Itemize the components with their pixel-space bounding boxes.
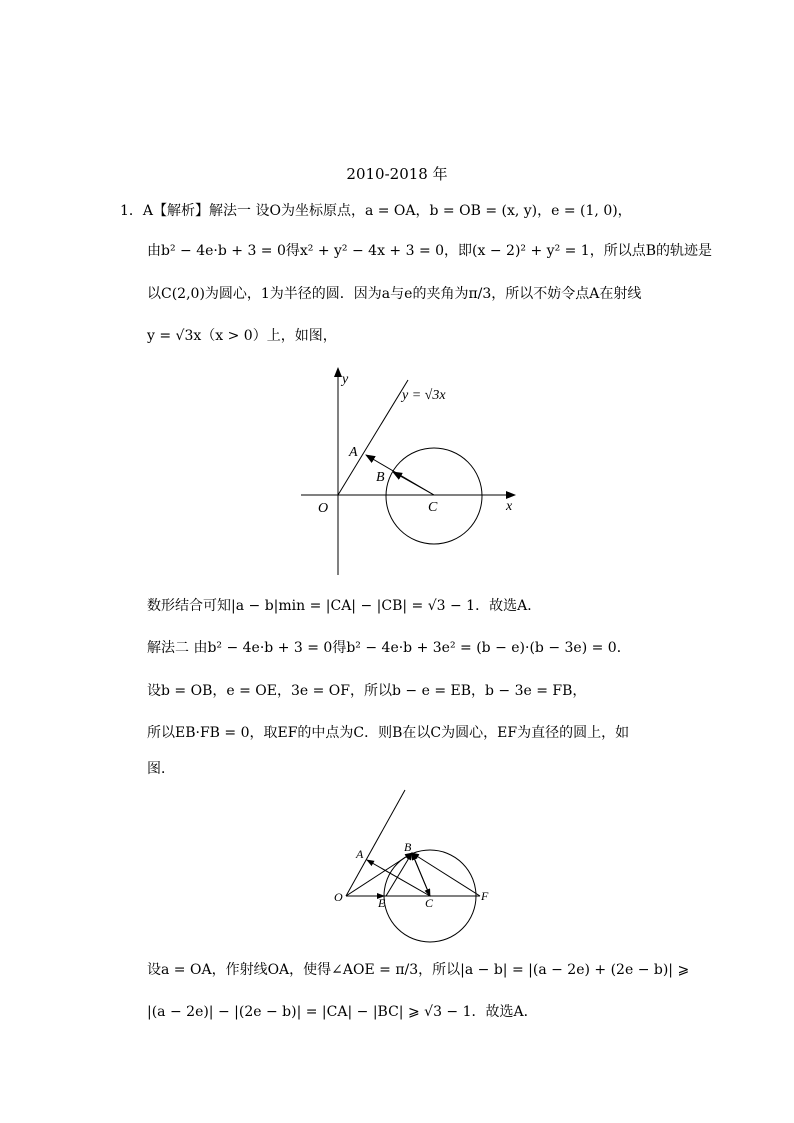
label-o2: O bbox=[334, 890, 343, 904]
label-y: y bbox=[342, 372, 349, 387]
label-a2: A bbox=[356, 847, 364, 861]
solution-line-5: 数形结合可知|a − b|min = |CA| − |CB| = √3 − 1．故选A． bbox=[147, 598, 542, 614]
solution-line-9: 图． bbox=[147, 761, 175, 777]
label-a: A bbox=[349, 445, 358, 460]
vector-ca bbox=[367, 860, 430, 896]
page-title: 2010-2018 年 bbox=[346, 165, 448, 183]
solution-line-2: 由b² − 4e·b + 3 = 0得x² + y² − 4x + 3 = 0，即(x − 2)² + y² = 1，所以点B的轨迹是 bbox=[147, 243, 713, 259]
label-x: x bbox=[506, 499, 513, 514]
solution-line-1: 1．A【解析】解法一 设O为坐标原点，a = OA，b = OB = (x, y)，e = (1, 0)， bbox=[120, 203, 632, 219]
solution-line-11: |(a − 2e)| − |(2e − b)| = |CA| − |BC| ⩾ √3 − 1．故选A． bbox=[147, 1004, 538, 1020]
solution-line-3: 以C(2,0)为圆心，1为半径的圆．因为a与e的夹角为π/3，所以不妨令点A在射线 bbox=[147, 286, 642, 302]
label-line: y = √3x bbox=[402, 388, 446, 403]
solution-line-10: 设a = OA，作射线OA，使得∠AOE = π/3，所以|a − b| = |(a − 2e) + (2e − b)| ⩾ bbox=[147, 962, 690, 978]
vector-fb bbox=[412, 853, 480, 896]
solution-line-4: y = √3x（x > 0）上，如图， bbox=[147, 328, 337, 344]
label-o: O bbox=[318, 501, 329, 516]
label-e2: E bbox=[378, 896, 386, 910]
vector-bc bbox=[412, 853, 430, 896]
label-f2: F bbox=[481, 889, 489, 903]
solution-line-6: 解法二 由b² − 4e·b + 3 = 0得b² − 4e·b + 3e² = (b − e)·(b − 3e) = 0． bbox=[147, 640, 631, 656]
label-b: B bbox=[376, 470, 385, 485]
label-c: C bbox=[428, 500, 438, 515]
solution-line-8: 所以EB·FB = 0，取EF的中点为C．则B在以C为圆心，EF为直径的圆上，如 bbox=[147, 725, 630, 741]
solution-line-7: 设b = OB，e = OE，3e = OF，所以b − e = EB，b − 3e = FB， bbox=[147, 683, 587, 699]
label-b2: B bbox=[404, 840, 412, 854]
label-c2: C bbox=[425, 896, 434, 910]
